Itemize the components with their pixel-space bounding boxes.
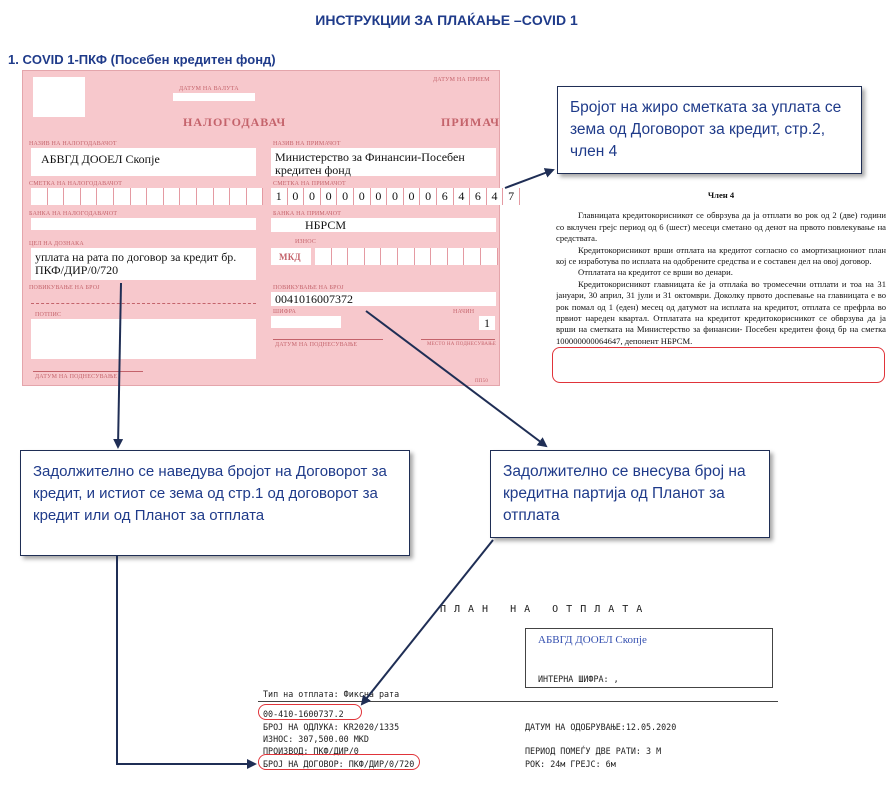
- payer-name-label: НАЗИВ НА НАЛОГОДАВАЧОТ: [29, 141, 117, 147]
- article-title: Член 4: [707, 190, 735, 200]
- plan-repayment-type: Тип на отплата: Фиксна рата: [263, 689, 400, 699]
- partition-arrow: [362, 540, 493, 704]
- recipient-account-label: СМЕТКА НА ПРИМАЧОТ: [273, 181, 346, 187]
- payer-title: НАЛОГОДАВАЧ: [183, 115, 287, 129]
- account-digit: 0: [371, 188, 388, 205]
- account-digit: 0: [304, 188, 321, 205]
- recipient-bank-label: БАНКА НА ПРИМАЧОТ: [273, 211, 342, 217]
- plan-decision: БРОЈ НА ОДЛУКА: KR2020/1335: [263, 722, 400, 732]
- receipt-date-label: ДАТУМ НА ПРИЕМ: [433, 77, 490, 83]
- submission-label: НАЧИН: [453, 309, 475, 315]
- plan-term: РОК: 24м ГРЕЈС: 6м: [525, 759, 616, 769]
- contract-callout: Задолжително се наведува бројот на Договорот за кредит, и истиот се зема од стр.1 од договорот за кредит или од Планот за отплата: [20, 450, 410, 556]
- article-paragraph: Главницата кредитокорисникот се обврзува да ја отплати во рок од 2 (две) години со вклучен грејс период од 6 (шест) месеци сметано од денот на првото повлекување на средствата.: [556, 210, 886, 244]
- recipient-name-label: НАЗИВ НА ПРИМАЧОТ: [273, 141, 341, 147]
- plan-title: ПЛАН НА ОТПЛАТА: [440, 604, 651, 615]
- plan-approval-date: ДАТУМ НА ОДОБРУВАЊЕ:12.05.2020: [525, 722, 677, 732]
- account-digit: 4: [487, 188, 504, 205]
- account-digit: 0: [354, 188, 371, 205]
- recipient-bank: НБРСМ: [305, 218, 347, 232]
- account-digit: 0: [420, 188, 437, 205]
- contract-plan-arrow: [117, 556, 255, 764]
- signature-label: ПОТПИС: [35, 312, 62, 318]
- recipient-name: Министерство за Финансии-Посебен кредитен фонд: [275, 150, 465, 177]
- article-paragraph: Кредитокорисникот главницата ќе ја отплаќа во тромесечни отплати и тоа на 31 јануари, 30 април, 31 јули и 31 октомври. Доколку првото доспевање на главницата е во рок помал од 1 (еден) месец од датумот на исплата на кредитот, отплата се префрла во првиот нареден квартал. Отплатата на кредитот кредитокорисникот се обврзува да ја врши на сметката на Министерство за финансии- Посебен кредитен фонд бр на сметка 100000000064647, депонент НБРСМ.: [556, 278, 886, 346]
- account-arrow: [505, 170, 553, 188]
- purpose-label: ЦЕЛ НА ДОЗНАКА: [29, 241, 84, 247]
- page-title: ИНСТРУКЦИИ ЗА ПЛАЌАЊЕ –COVID 1: [315, 12, 578, 28]
- account-digit: 6: [437, 188, 454, 205]
- submission-value: 1: [484, 316, 490, 330]
- date-submission-label: ДАТУМ НА ПОДНЕСУВАЊЕ: [275, 342, 358, 348]
- amount-label: ИЗНОС: [295, 239, 317, 245]
- plan-company: АБВГД ДООЕЛ Скопје: [538, 634, 647, 646]
- account-digit: 1: [271, 188, 288, 205]
- payer-account-label: СМЕТКА НА НАЛОГОДАВАЧОТ: [29, 181, 123, 187]
- plan-amount: ИЗНОС: 307,500.00 MKD: [263, 734, 369, 744]
- purpose: уплата на рата по договор за кредит бр. ПКФ/ДИР/0/720: [35, 250, 237, 277]
- account-digit: 0: [337, 188, 354, 205]
- plan-internal-code: ИНТЕРНА ШИФРА: ,: [538, 674, 619, 684]
- recipient-ref-label: ПОВИКУВАЊЕ НА БРОЈ: [273, 285, 344, 291]
- section-title: 1. COVID 1-ПКФ (Посебен кредитен фонд): [8, 52, 276, 67]
- code-label: ШИФРА: [273, 309, 297, 315]
- currency: МКД: [279, 252, 301, 262]
- account-digit: 6: [470, 188, 487, 205]
- article-paragraph: Кредитокорисникот врши отплата на кредитот согласно со амортизациониот план кој се изработува по исплата на одобрените средства и е составен дел на овој договор.: [556, 244, 886, 267]
- account-digit: 4: [454, 188, 471, 205]
- account-digit: 7: [503, 188, 520, 205]
- recipient-title: ПРИМАЧ: [441, 115, 500, 129]
- plan-product: ПРОИЗВОД: ПКФ/ДИР/0: [263, 746, 359, 756]
- recipient-ref: 0041016007372: [275, 292, 353, 306]
- article-paragraph: Отплатата на кредитот се врши во денари.: [578, 267, 733, 278]
- plan-period: ПЕРИОД ПОМЕЃУ ДВЕ РАТИ: 3 М: [525, 746, 662, 756]
- contract-arrow: [118, 283, 121, 447]
- account-digit: 0: [321, 188, 338, 205]
- reference-arrow: [366, 311, 546, 446]
- plan-contract: БРОЈ НА ДОГОВОР: ПКФ/ДИР/0/720: [263, 759, 415, 769]
- form-code: ПП50: [475, 379, 489, 384]
- payer-name: АБВГД ДООЕЛ Скопје: [41, 152, 160, 166]
- payer-ref-label: ПОВИКУВАЊЕ НА БРОЈ: [29, 285, 100, 291]
- partition-callout: Задолжително се внесува број на кредитна партија од Планот за отплата: [490, 450, 770, 538]
- payer-bank-label: БАНКА НА НАЛОГОДАВАЧОТ: [29, 211, 118, 217]
- plan-partition: 00-410-1600737.2: [263, 709, 344, 719]
- date-label: ДАТУМ НА ВАЛУТА: [179, 86, 239, 92]
- account-digit: 0: [387, 188, 404, 205]
- account-digit: 0: [288, 188, 305, 205]
- payer-date-label: ДАТУМ НА ПОДНЕСУВАЊЕ: [35, 374, 118, 380]
- account-digit: 0: [404, 188, 421, 205]
- account-callout: Бројот на жиро сметката за уплата се зема од Договорот за кредит, стр.2, член 4: [557, 86, 862, 174]
- place-label: МЕСТО НА ПОДНЕСУВАЊЕ: [427, 342, 497, 347]
